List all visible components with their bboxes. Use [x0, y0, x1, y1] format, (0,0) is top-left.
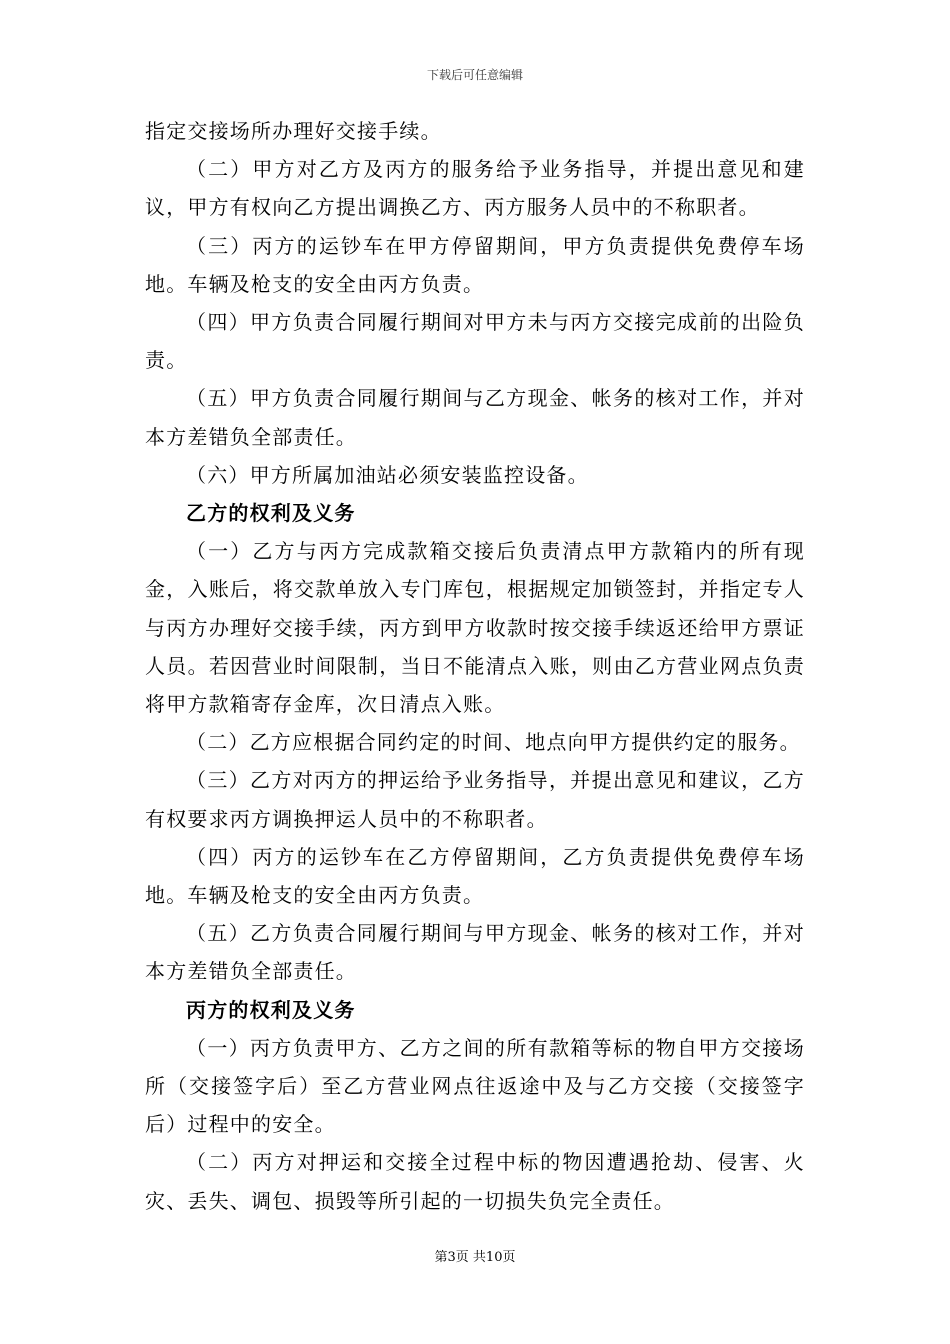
- paragraph: （三）乙方对丙方的押运给予业务指导，并提出意见和建议，乙方有权要求丙方调换押运人员中的不称职者。: [145, 768, 805, 831]
- paragraph: （二）乙方应根据合同约定的时间、地点向甲方提供约定的服务。: [186, 730, 801, 755]
- paragraph: （一）丙方负责甲方、乙方之间的所有款箱等标的物自甲方交接场所（交接签字后）至乙方营业网点往返途中及与乙方交接（交接签字后）过程中的安全。: [145, 1035, 805, 1137]
- paragraph: （五）乙方负责合同履行期间与甲方现金、帐务的核对工作，并对本方差错负全部责任。: [145, 921, 805, 984]
- paragraph: （一）乙方与丙方完成款箱交接后负责清点甲方款箱内的所有现金，入账后，将交款单放入专门库包，根据规定加锁签封，并指定专人与丙方办理好交接手续，丙方到甲方收款时按交接手续返还给甲方票证人员。若因营业时间限制，当日不能清点入账，则由乙方营业网点负责将甲方款箱寄存金库，次日清点入账。: [145, 539, 805, 717]
- document-body: [145, 112, 805, 1220]
- paragraph: （三）丙方的运钞车在甲方停留期间，甲方负责提供免费停车场地。车辆及枪支的安全由丙方负责。: [145, 233, 805, 296]
- section-heading: 丙方的权利及义务: [186, 997, 356, 1022]
- paragraph: 指定交接场所办理好交接手续。: [145, 119, 442, 143]
- paragraph: （四）丙方的运钞车在乙方停留期间，乙方负责提供免费停车场地。车辆及枪支的安全由丙方负责。: [145, 844, 805, 908]
- page-number: 第3页 共10页: [434, 1250, 516, 1265]
- page-header-note: 下载后可任意编辑: [426, 68, 523, 82]
- paragraph: （二）甲方对乙方及丙方的服务给予业务指导，并提出意见和建议，甲方有权向乙方提出调换乙方、丙方服务人员中的不称职者。: [145, 157, 805, 220]
- section-heading: 乙方的权利及义务: [186, 501, 356, 526]
- paragraph: （六）甲方所属加油站必须安装监控设备。: [186, 462, 589, 487]
- paragraph: （五）甲方负责合同履行期间与乙方现金、帐务的核对工作，并对本方差错负全部责任。: [145, 386, 805, 449]
- paragraph: （四）甲方负责合同履行期间对甲方未与丙方交接完成前的出险负责。: [145, 310, 805, 373]
- paragraph: （二）丙方对押运和交接全过程中标的物因遭遇抢劫、侵害、火灾、丢失、调包、损毁等所引起的一切损失负完全责任。: [145, 1150, 805, 1213]
